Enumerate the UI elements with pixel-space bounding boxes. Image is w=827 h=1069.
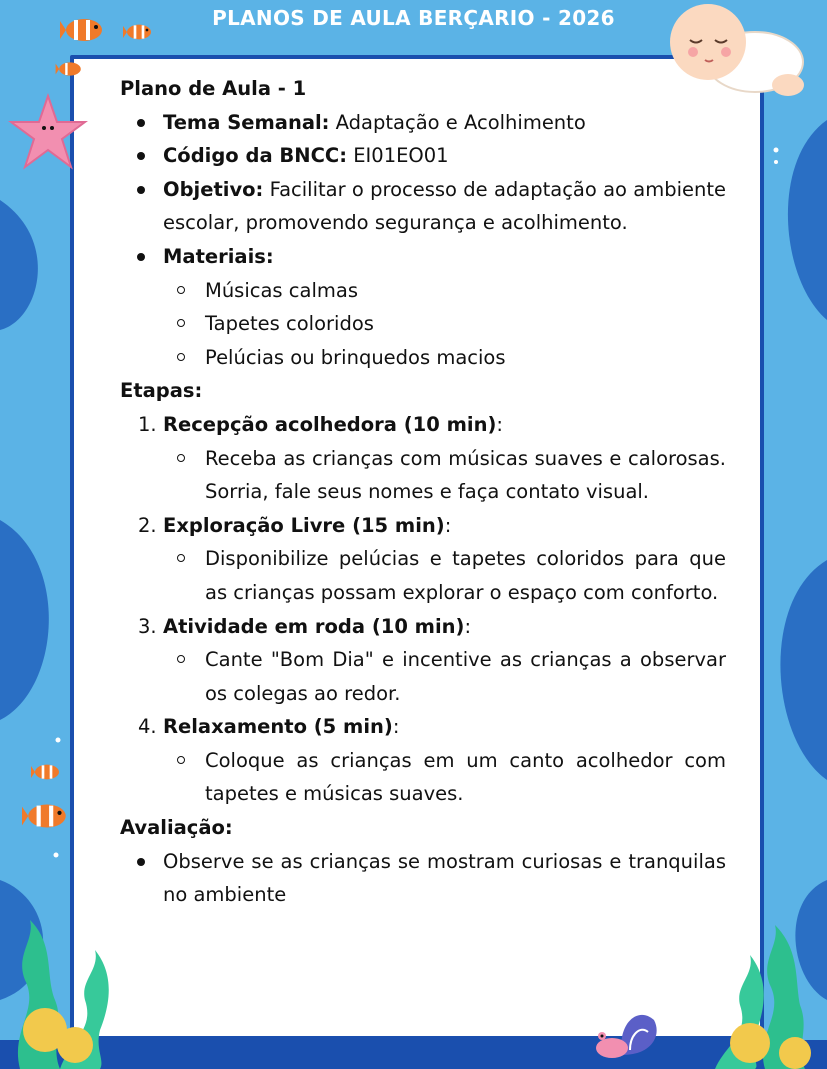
- step-colon: :: [392, 715, 400, 739]
- tema-value: Adaptação e Acolhimento: [329, 110, 586, 134]
- clownfish-icon: [22, 800, 72, 832]
- etapas-list: [120, 408, 726, 811]
- material-item: Tapetes coloridos: [120, 307, 726, 341]
- step-colon: :: [464, 614, 472, 638]
- step-time: (5 min): [306, 715, 393, 739]
- clownfish-icon: [30, 762, 64, 782]
- avaliacao-item: Observe se as crianças se mostram curiosas e tranquilas no ambiente: [120, 845, 726, 912]
- step-name: Relaxamento: [163, 715, 307, 739]
- step-number: 4.: [138, 715, 157, 739]
- objetivo-item: [120, 173, 726, 240]
- materiais-list: [120, 274, 726, 375]
- step-time: (15 min): [345, 513, 445, 537]
- step-detail: Disponibilize pelúcias e tapetes coloridos para que as crianças possam explorar o espaço com conforto.: [120, 542, 726, 609]
- step-detail: Coloque as crianças em um canto acolhedor com tapetes e músicas suaves.: [120, 744, 726, 811]
- step-detail: Receba as crianças com músicas suaves e calorosas. Sorria, fale seus nomes e faça contato visual.: [120, 442, 726, 509]
- starfish-icon: [8, 92, 88, 172]
- codigo-value: EI01EO01: [347, 144, 449, 168]
- objetivo-label: Objetivo:: [163, 177, 264, 201]
- step-number: 2.: [138, 513, 157, 537]
- tema-label: Tema Semanal:: [163, 110, 330, 134]
- clownfish-icon: [55, 60, 85, 78]
- step-item: [120, 408, 726, 509]
- step-time: (10 min): [396, 412, 497, 436]
- coral-illustration: [705, 925, 827, 1069]
- objetivo-value: Facilitar o processo de adaptação ao ambiente escolar, promovendo segurança e acolhimento.: [163, 177, 726, 235]
- materiais-item: [120, 240, 726, 274]
- hermit-crab-icon: [582, 1000, 662, 1062]
- avaliacao-list: [120, 845, 726, 912]
- step-colon: :: [496, 412, 503, 436]
- etapas-heading: Etapas:: [120, 379, 203, 403]
- avaliacao-heading: Avaliação:: [120, 816, 233, 840]
- codigo-item: [120, 139, 726, 173]
- step-time: (10 min): [365, 614, 465, 638]
- material-item: Músicas calmas: [120, 274, 726, 308]
- step-colon: :: [444, 513, 452, 537]
- step-number: 1.: [138, 412, 157, 436]
- clownfish-icon: [122, 22, 156, 42]
- seaweed-illustration: [0, 920, 120, 1069]
- materiais-label: Materiais:: [163, 244, 274, 268]
- codigo-label: Código da BNCC:: [163, 144, 348, 168]
- clownfish-icon: [60, 15, 108, 45]
- page-header-title: PLANOS DE AULA BERÇARIO - 2026: [212, 6, 615, 30]
- step-item: [120, 610, 726, 711]
- step-name: Exploração Livre: [163, 513, 346, 537]
- plan-details: [120, 106, 726, 274]
- step-name: Atividade em roda: [163, 614, 366, 638]
- step-item: [120, 710, 726, 811]
- step-item: [120, 509, 726, 610]
- step-detail: Cante "Bom Dia" e incentive as crianças a observar os colegas ao redor.: [120, 643, 726, 710]
- step-number: 3.: [138, 614, 157, 638]
- lesson-content: [120, 72, 726, 912]
- tema-item: [120, 106, 726, 140]
- step-name: Recepção acolhedora: [163, 412, 397, 436]
- plan-title: Plano de Aula - 1: [120, 77, 307, 100]
- material-item: Pelúcias ou brinquedos macios: [120, 341, 726, 375]
